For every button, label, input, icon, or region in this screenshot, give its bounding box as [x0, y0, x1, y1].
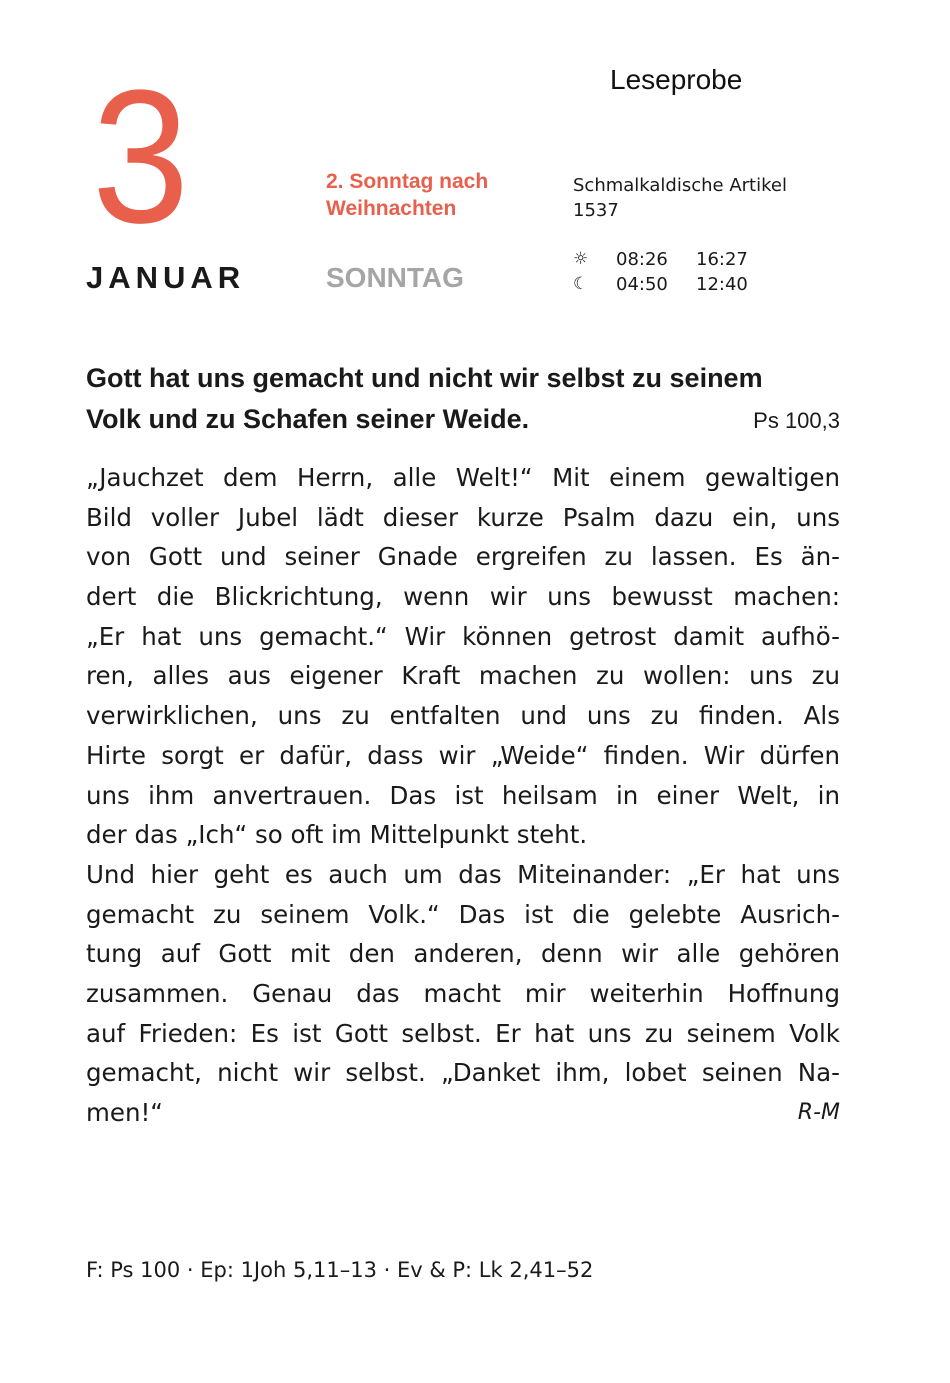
moonset-time: 12:40 — [696, 274, 748, 295]
verse-text-2: Volk und zu Schafen seiner Weide. — [86, 404, 530, 434]
commemoration-line-2: 1537 — [573, 200, 619, 221]
verse-reference: Ps 100,3 — [753, 408, 840, 433]
daily-verse — [86, 358, 840, 441]
commemoration — [573, 173, 787, 223]
devotion-final-text: men!“ — [86, 1098, 163, 1127]
moon-icon: ☾ — [573, 274, 589, 294]
devotion-line: von Gott und seiner Gnade ergreifen zu lassen. Es än- — [86, 542, 840, 572]
devotion-line: auf Frieden: Es ist Gott selbst. Er hat uns zu seinem Volk — [86, 1018, 840, 1048]
devotion-text — [86, 458, 840, 1133]
devotion-line: „Er hat uns gemacht.“ Wir können getrost damit aufhö- — [86, 621, 840, 651]
devotion-line: dert die Blickrichtung, wenn wir uns bewusst machen: — [86, 582, 840, 612]
verse-line-2 — [86, 399, 840, 441]
sun-icon: ☼ — [573, 249, 589, 269]
devotion-line: gemacht, nicht wir selbst. „Danket ihm, lobet seinen Na- — [86, 1058, 840, 1088]
sunrise-time: 08:26 — [616, 249, 668, 270]
devotion-line: Hirte sorgt er dafür, dass wir „Weide“ finden. Wir dürfen — [86, 740, 840, 770]
devotion-line: gemacht zu seinem Volk.“ Das ist die gelebte Ausrich- — [86, 899, 840, 929]
day-number: 3 — [92, 51, 190, 263]
occasion-line-2: Weihnachten — [326, 197, 457, 220]
devotion-line: tung auf Gott mit den anderen, denn wir alle gehören — [86, 939, 840, 969]
devotion-line: uns ihm anvertrauen. Das ist heilsam in einer Welt, in — [86, 780, 840, 810]
watermark-label: Leseprobe — [610, 64, 743, 95]
devotion-line: ren, alles aus eigener Kraft machen zu wollen: uns zu — [86, 661, 840, 691]
readings-footer: F: Ps 100 · Ep: 1Joh 5,11–13 · Ev & P: Lk 2,41–52 — [86, 1258, 594, 1282]
devotion-line: verwirklichen, uns zu entfalten und uns zu finden. Als — [86, 701, 840, 731]
commemoration-line-1: Schmalkaldische Artikel — [573, 175, 787, 196]
devotion-line: Und hier geht es auch um das Miteinander: „Er hat uns — [86, 859, 840, 889]
occasion-label — [326, 168, 546, 222]
occasion-line-1: 2. Sonntag nach — [326, 170, 489, 193]
devotion-line: „Jauchzet dem Herrn, alle Welt!“ Mit einem gewaltigen — [86, 463, 840, 492]
moonrise-time: 04:50 — [616, 274, 668, 295]
sun-moon-times — [573, 247, 766, 297]
devotion-line: der das „Ich“ so oft im Mittelpunkt steht. — [86, 820, 588, 850]
devotion-line: zusammen. Genau das macht mir weiterhin Hoffnung — [86, 978, 840, 1008]
month-label: JANUAR — [86, 260, 246, 295]
devotion-last-line — [86, 1093, 840, 1133]
sunset-time: 16:27 — [696, 249, 748, 270]
weekday-label: SONNTAG — [326, 262, 464, 293]
sun-times-row — [573, 247, 766, 272]
verse-text-1: Gott hat uns gemacht und nicht wir selbst zu seinem — [86, 363, 763, 393]
verse-line-1 — [86, 358, 840, 399]
moon-times-row — [573, 272, 766, 297]
devotion-line: Bild voller Jubel lädt dieser kurze Psalm dazu ein, uns — [86, 502, 840, 532]
author-initials: R-M — [797, 1100, 840, 1125]
